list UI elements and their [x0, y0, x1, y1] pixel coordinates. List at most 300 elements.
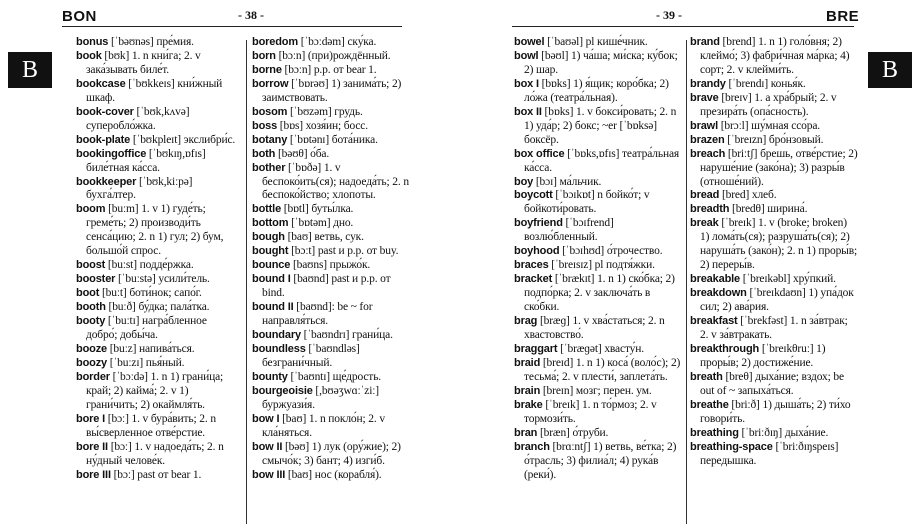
entry-translation: буты́лка. [308, 203, 354, 216]
entry-translation: 1. v надоеда́ть; 2. n ну́дный челове́к. [86, 440, 224, 467]
entry-transcription: [ˈbaʊndləs] [305, 342, 360, 355]
entry-headword: breakdown [690, 287, 747, 300]
entry-transcription: [buːz] [107, 342, 137, 355]
entry-translation: нос (корабля́). [311, 468, 382, 481]
entry-translation: 1. n за́втрак; 2. v за́втракать. [700, 315, 848, 342]
entry-translation: пья́ный. [143, 356, 185, 369]
dictionary-entry [514, 50, 682, 78]
entry-headword: boom [76, 203, 106, 216]
entry-transcription: [baʊ] [285, 468, 312, 481]
dictionary-entry [690, 287, 858, 315]
entry-headword: boyfriend [514, 217, 563, 230]
entry-translation: бу́дка; пала́тка. [135, 301, 210, 314]
entry-headword: bowl [514, 49, 539, 62]
entry-translation: усили́тель. [155, 273, 210, 286]
entry-translation: дно. [330, 217, 354, 230]
column-divider-left [246, 40, 247, 524]
dictionary-entry [76, 134, 240, 148]
entry-translation: 1) лук (ору́жие); 2) смычо́к; 3) бант; 4) изги́б. [262, 440, 401, 467]
dictionary-entry [76, 287, 240, 301]
entry-transcription: [ˈbaʊndrɪ] [300, 329, 350, 342]
entry-headword: bore III [76, 468, 111, 481]
entry-transcription: [bəʊ] [282, 440, 310, 453]
entry-transcription: [bɔːt] [288, 245, 316, 258]
entry-transcription: [ˈbʊkpleɪt] [130, 133, 181, 146]
dictionary-entry [76, 371, 240, 413]
right-column-2 [690, 36, 858, 469]
entry-headword: bother [252, 161, 286, 174]
dictionary-entry [76, 106, 240, 134]
guide-word-right: BRE [826, 8, 860, 25]
entry-headword: booster [76, 273, 116, 286]
dictionary-entry [514, 148, 682, 176]
entry-transcription: [briːtʃ] [725, 147, 758, 160]
entry-transcription: [ˈbʊkkeɪs] [125, 77, 175, 90]
entry-transcription: [bɔː] [107, 440, 132, 453]
entry-transcription: [ˈbɒtənɪ] [287, 133, 330, 146]
dictionary-entry [76, 441, 240, 469]
entry-headword: bound II [252, 301, 294, 314]
dictionary-entry [252, 301, 412, 329]
entry-translation: p.p. от bear 1. [311, 63, 377, 76]
entry-translation: дыха́ние; вздох; be out of ~ запыха́ться. [700, 370, 844, 397]
entry-transcription: [ˈbɔːdə] [109, 370, 148, 383]
dictionary-entry [76, 273, 240, 287]
entry-translation: бота́ника. [329, 133, 378, 146]
entry-headword: break [690, 217, 719, 230]
entry-transcription: [baʊ] [279, 412, 307, 425]
entry-transcription: [,bʊəʒwɑːˈziː] [312, 384, 379, 397]
entry-translation: past и p.p. от buy. [315, 245, 399, 258]
guide-word-left: BON [62, 8, 97, 25]
entry-translation: 1) проры́в; 2) достиже́ние. [700, 342, 826, 369]
dictionary-entry [252, 50, 412, 64]
entry-headword: brag [514, 315, 538, 328]
entry-headword: bottom [252, 217, 289, 230]
dictionary-entry [252, 245, 412, 259]
dictionary-entry [690, 273, 858, 287]
entry-headword: brandy [690, 77, 726, 90]
entry-headword: bounce [252, 259, 291, 272]
entry-translation: боти́нок; сапо́г. [126, 287, 202, 300]
entry-translation: суперобло́жка. [86, 119, 156, 132]
entry-transcription: [ˈbuːtɪ] [105, 315, 140, 328]
entry-translation: 1) упа́док сил; 2) ава́рия. [700, 287, 854, 314]
dictionary-entry [76, 36, 240, 50]
entry-headword: brave [690, 91, 719, 104]
entry-transcription: [baʊns] [290, 259, 327, 272]
dictionary-entry [690, 343, 858, 371]
entry-headword: boyhood [514, 245, 560, 258]
entry-translation: 1. v 1) гуде́ть; греме́ть; 2) производи́ть сенса́цию; 2. n 1) гул; 2) бум, большо́й спрос. [86, 203, 224, 258]
entry-headword: bought [252, 245, 289, 258]
dictionary-entry [252, 273, 412, 301]
entry-translation: кни́жный шкаф. [86, 77, 223, 104]
entry-transcription: [ˈbəʊnəs] [108, 36, 154, 48]
dictionary-entry [514, 441, 682, 483]
entry-transcription: [ˈbrækɪt] [552, 273, 595, 286]
entry-headword: book [76, 49, 102, 62]
entry-headword: boy [514, 175, 534, 188]
entry-headword: box II [514, 105, 542, 118]
entry-translation: безграни́чный. [262, 356, 333, 369]
entry-transcription: [breɪv] [718, 91, 752, 104]
page-number-left: - 38 - [238, 8, 264, 22]
dictionary-entry [514, 385, 682, 399]
entry-headword: born [252, 49, 276, 62]
dictionary-entry [76, 176, 240, 204]
page-number-right: - 39 - [656, 8, 682, 22]
dictionary-entry [252, 385, 412, 413]
dictionary-entry [690, 134, 858, 148]
entry-headword: brake [514, 398, 543, 411]
entry-headword: bowel [514, 36, 545, 48]
entry-transcription: [buːð] [105, 301, 136, 314]
thumb-index-tab-left: B [8, 52, 52, 88]
dictionary-entry [252, 469, 412, 483]
entry-translation: хлеб. [749, 189, 777, 202]
entry-transcription: [ˈbræɡət] [557, 342, 602, 355]
entry-headword: bow III [252, 468, 286, 481]
entry-headword: breadth [690, 203, 730, 216]
dictionary-entry [514, 217, 682, 245]
dictionary-entry [690, 217, 858, 273]
entry-headword: bough [252, 231, 285, 244]
entry-transcription: [brɔːl] [717, 119, 749, 132]
entry-transcription: [ˈbreɪzn] [724, 133, 767, 146]
entry-translation: 1. n 1) грани́ца; край; 2) кайма́; 2. v 1) грани́чить; 2) окаймля́ть. [86, 370, 224, 411]
dictionary-entry [514, 343, 682, 357]
entry-translation: 1) дыша́ть; 2) ти́хо говори́ть. [700, 398, 851, 425]
entry-translation: хру́пкий. [790, 273, 836, 286]
dictionary-entry [514, 357, 682, 385]
entry-translation: 1. v бура́вить; 2. n вы́сверленное отве́рстие. [86, 412, 216, 439]
dictionary-entry [690, 189, 858, 203]
entry-headword: botany [252, 133, 288, 146]
entry-transcription: [bred] [719, 189, 750, 202]
entry-transcription: [bɒs] [277, 119, 303, 132]
entry-headword: bow I [252, 412, 280, 425]
entry-transcription: [bræn] [537, 426, 570, 439]
entry-transcription: [ˈbuːstə] [115, 273, 156, 286]
dictionary-entry [690, 315, 858, 343]
entry-headword: bow II [252, 440, 283, 453]
entry-translation: ще́дрость. [329, 370, 382, 383]
entry-headword: booth [76, 301, 106, 314]
entry-translation: 1) я́щик; коро́бка; 2) ло́жа (театра́льная). [524, 77, 669, 104]
header-rule-right [512, 26, 854, 27]
entry-headword: breathing [690, 426, 739, 439]
entry-transcription: [baʊnd] [290, 273, 329, 286]
entry-translation: ветвь, сук. [311, 231, 364, 244]
dictionary-entry [76, 469, 240, 483]
entry-translation: бухга́лтер. [86, 189, 136, 202]
dictionary-entry [690, 427, 858, 441]
entry-transcription: [bɔː] [110, 468, 135, 481]
entry-headword: breakfast [690, 315, 738, 328]
entry-translation: грудь. [331, 105, 363, 118]
entry-headword: booze [76, 342, 108, 355]
entry-headword: bracket [514, 273, 553, 286]
entry-transcription: [ˈbʊk,kiːpə] [136, 175, 193, 188]
entry-headword: booty [76, 315, 106, 328]
entry-headword: bounty [252, 370, 288, 383]
entry-translation: хвасту́н. [601, 342, 645, 355]
entry-headword: breach [690, 147, 726, 160]
dictionary-entry [252, 120, 412, 134]
entry-headword: braid [514, 356, 541, 369]
dictionary-entry [252, 106, 412, 120]
dictionary-entry [514, 189, 682, 217]
entry-transcription: [bɔː] [105, 412, 129, 425]
entry-translation: ску́ка. [344, 36, 377, 48]
dictionary-entry [252, 148, 412, 162]
dictionary-entry [690, 148, 858, 190]
entry-headword: branch [514, 440, 550, 453]
entry-transcription: [brɑːntʃ] [549, 440, 591, 453]
entry-headword: boozy [76, 356, 108, 369]
entry-headword: box office [514, 147, 565, 160]
entry-headword: bookcase [76, 77, 126, 90]
entry-transcription: [ˈbreɪkəbl] [740, 273, 791, 286]
entry-transcription: [ˈbreɪkdaʊn] [746, 287, 806, 300]
entry-transcription: [ˈbɔːdəm] [298, 36, 345, 48]
entry-transcription: [bɔːn] [281, 63, 312, 76]
entry-headword: borne [252, 63, 282, 76]
entry-transcription: [ˈbɔɪkɒt] [552, 189, 595, 202]
dictionary-entry [514, 36, 682, 50]
entry-headword: boycott [514, 189, 553, 202]
column-divider-right [686, 40, 687, 524]
entry-translation: биле́тная ка́сса. [86, 161, 160, 174]
dictionary-entry [690, 120, 858, 134]
dictionary-entry [76, 301, 240, 315]
entry-translation: о́труби. [569, 426, 609, 439]
dictionary-entry [76, 78, 240, 106]
entry-translation: 1. n кни́га; 2. v зака́зывать биле́т. [86, 49, 201, 76]
dictionary-entry [514, 176, 682, 190]
entry-translation: 1) занима́ть; 2) заимствовать. [262, 77, 402, 104]
entry-translation: подде́ржка. [136, 259, 194, 272]
entry-headword: bore II [76, 440, 108, 453]
entry-transcription: [brend] [719, 36, 756, 48]
entry-headword: brazen [690, 133, 725, 146]
entry-transcription: [buːt] [99, 287, 127, 300]
dictionary-entry [514, 315, 682, 343]
entry-headword: boundless [252, 342, 306, 355]
entry-translation: брешь, отве́рстие; 2) наруше́ние (зако́на); 3) разры́в (отноше́ний). [700, 147, 858, 188]
entry-translation: n бойко́т; v бойкоти́ровать. [524, 189, 650, 216]
entry-headword: bottle [252, 203, 282, 216]
dictionary-entry [252, 203, 412, 217]
entry-transcription: [ˈbɒðə] [285, 161, 322, 174]
entry-translation: 1. v хва́статься; 2. n хвастовство́. [524, 315, 665, 342]
entry-transcription: [ˈbuːzɪ] [107, 356, 144, 369]
entry-headword: book-plate [76, 133, 131, 146]
left-column-2 [252, 36, 412, 483]
entry-headword: breath [690, 370, 723, 383]
dictionary-entry [76, 148, 240, 176]
dictionary-entry [76, 413, 240, 441]
entry-headword: breathe [690, 398, 729, 411]
entry-headword: boredom [252, 36, 299, 48]
entry-translation: пре́мия. [153, 36, 194, 48]
entry-translation: буржуази́я. [262, 398, 315, 411]
entry-headword: breakthrough [690, 342, 760, 355]
entry-translation: напива́ться. [136, 342, 195, 355]
dictionary-entry [76, 259, 240, 273]
entry-transcription: [briːð] [728, 398, 760, 411]
entry-translation: бро́нзовый. [766, 133, 824, 146]
entry-headword: braggart [514, 342, 558, 355]
dictionary-entry [252, 259, 412, 273]
entry-headword: bookingoffice [76, 147, 147, 160]
entry-transcription: [bɔɪ] [533, 175, 557, 188]
entry-translation: (при)рождённый. [305, 49, 391, 62]
entry-transcription: [ˈbʊkɪŋ,ɒfɪs] [146, 147, 206, 160]
entry-transcription: [bræɡ] [537, 315, 570, 328]
dictionary-entry [690, 399, 858, 427]
entry-transcription: [ˈbɔɪfrend] [562, 217, 614, 230]
entry-transcription: [buːst] [105, 259, 137, 272]
entry-headword: box I [514, 77, 539, 90]
header-rule-left [62, 26, 402, 27]
entry-transcription: [buːm] [105, 203, 139, 216]
entry-translation: 1. n покло́н; 2. v кла́няться. [262, 412, 385, 439]
dictionary-entry [690, 92, 858, 120]
entry-translation: pl кише́чник. [582, 36, 648, 48]
entry-translation: конья́к. [768, 77, 806, 90]
entry-transcription: [bɒks] [541, 105, 574, 118]
dictionary-entry [514, 259, 682, 273]
dictionary-entry [690, 371, 858, 399]
entry-transcription: [ˈbreɪsɪz] [548, 259, 592, 272]
entry-transcription: [ˈbʊzəm] [287, 105, 332, 118]
entry-headword: book-cover [76, 105, 134, 118]
entry-headword: border [76, 370, 110, 383]
entry-translation: театра́льная ка́сса. [524, 147, 680, 174]
entry-translation: 1. n 1) голо́вня; 2) клеймо́; 3) фабри́чная ма́рка; 4) сорт; 2. v клейми́ть. [700, 36, 850, 76]
entry-transcription: [ˈbɔɪhʊd] [559, 245, 605, 258]
entry-headword: bran [514, 426, 538, 439]
dictionary-entry [514, 106, 682, 148]
entry-translation: 1) ветвь, ве́тка; 2) о́трасль; 3) филиа́л; 4) рука́в (реки́). [524, 440, 677, 481]
entry-headword: boot [76, 287, 100, 300]
entry-transcription: [ˈbaʊntɪ] [287, 370, 330, 383]
entry-translation: хозя́ин; босс. [302, 119, 368, 132]
entry-headword: breakable [690, 273, 741, 286]
dictionary-entry [252, 371, 412, 385]
dictionary-entry [690, 203, 858, 217]
dictionary-entry [514, 78, 682, 106]
entry-translation: 1. v беспоко́ить(ся); надоеда́ть; 2. n беспоко́йство; хлопоты. [262, 161, 409, 202]
left-column-1 [76, 36, 240, 483]
dictionary-entry [252, 162, 412, 204]
entry-transcription: [baʊnd] [293, 301, 332, 314]
entry-translation: 1. n 1) ско́бка; 2) подпо́рка; 2. v заключа́ть в ско́бки. [524, 273, 675, 314]
entry-headword: bookkeeper [76, 175, 137, 188]
entry-translation: о́трочество. [604, 245, 663, 258]
dictionary-entry [252, 231, 412, 245]
entry-transcription: [ˈbɒtəm] [288, 217, 331, 230]
entry-transcription: [bəʊθ] [275, 147, 308, 160]
entry-translation: 1) ча́ша; ми́ска; ку́бок; 2) шар. [524, 49, 678, 76]
entry-transcription: [bɒks] [538, 77, 571, 90]
entry-headword: bread [690, 189, 720, 202]
dictionary-entry [252, 78, 412, 106]
entry-transcription: [baʊ] [284, 231, 312, 244]
entry-translation: передышка. [700, 454, 757, 467]
entry-translation: 1. a хра́брый; 2. v презира́ть (опа́сность). [700, 91, 837, 118]
entry-translation: past и p.p. от bind. [262, 273, 391, 300]
dictionary-entry [252, 217, 412, 231]
entry-headword: boss [252, 119, 278, 132]
entry-transcription: [bredθ] [729, 203, 765, 216]
entry-translation: награ́бленное добро́; добы́ча. [86, 315, 207, 342]
dictionary-entry [76, 203, 240, 259]
thumb-index-tab-right: B [868, 52, 912, 88]
dictionary-entry [252, 134, 412, 148]
entry-headword: bore I [76, 412, 106, 425]
dictionary-entry [252, 64, 412, 78]
entry-translation: возлю́бленный. [524, 231, 598, 244]
entry-translation: 1. v бокси́ровать; 2. n 1) уда́р; 2) бокс; ~er [ˈbɒksə] боксёр. [524, 105, 677, 146]
dictionary-entry [252, 329, 412, 343]
entry-transcription: [breɪd] [540, 356, 574, 369]
entry-transcription: [bɒtl] [281, 203, 309, 216]
dictionary-entry [690, 36, 858, 78]
entry-headword: bourgeoisie [252, 384, 313, 397]
entry-translation: 1. n 1) коса́ (воло́с); 2) тесьма́; 2. v плести́, заплета́ть. [524, 356, 681, 383]
entry-headword: borrow [252, 77, 289, 90]
entry-transcription: [ˈbaʊəl] [544, 36, 583, 48]
entry-translation: прыжо́к. [326, 259, 371, 272]
entry-translation: : be ~ for направля́ться. [262, 301, 373, 328]
dictionary-entry [76, 50, 240, 78]
dictionary-entry [76, 357, 240, 371]
dictionary-entry [252, 441, 412, 469]
entry-headword: both [252, 147, 276, 160]
entry-translation: ма́льчик. [556, 175, 602, 188]
dictionary-entry [76, 315, 240, 343]
entry-translation: past от bear 1. [134, 468, 202, 481]
dictionary-entry [252, 413, 412, 441]
dictionary-entry [514, 273, 682, 315]
entry-translation: мозг; перен. ум. [573, 384, 652, 397]
entry-transcription: [ˈbʊk,kʌvə] [133, 105, 190, 118]
dictionary-entry [252, 36, 412, 50]
dictionary-entry [514, 427, 682, 441]
right-page [460, 0, 920, 532]
entry-translation: ширина́. [764, 203, 808, 216]
dictionary-entry [690, 441, 858, 469]
entry-translation: о́ба. [307, 147, 330, 160]
entry-headword: braces [514, 259, 549, 272]
entry-transcription: [ˈbreɪk] [542, 398, 580, 411]
entry-transcription: [ˈbriːðɪŋspeɪs] [772, 440, 839, 453]
entry-translation: шу́мная ссо́ра. [748, 119, 821, 132]
entry-headword: brawl [690, 119, 718, 132]
entry-translation: дыха́ние. [782, 426, 829, 439]
entry-headword: brain [514, 384, 541, 397]
entry-translation: pl подтя́жки. [591, 259, 655, 272]
entry-translation: экслибри́с. [180, 133, 236, 146]
entry-transcription: [ˈbreɪkθruː] [759, 342, 814, 355]
entry-transcription: [ˈbɒks,ɒfɪs] [564, 147, 620, 160]
entry-headword: bound I [252, 273, 291, 286]
dictionary-entry [252, 343, 412, 371]
entry-transcription: [ˈbriːðɪŋ] [738, 426, 783, 439]
